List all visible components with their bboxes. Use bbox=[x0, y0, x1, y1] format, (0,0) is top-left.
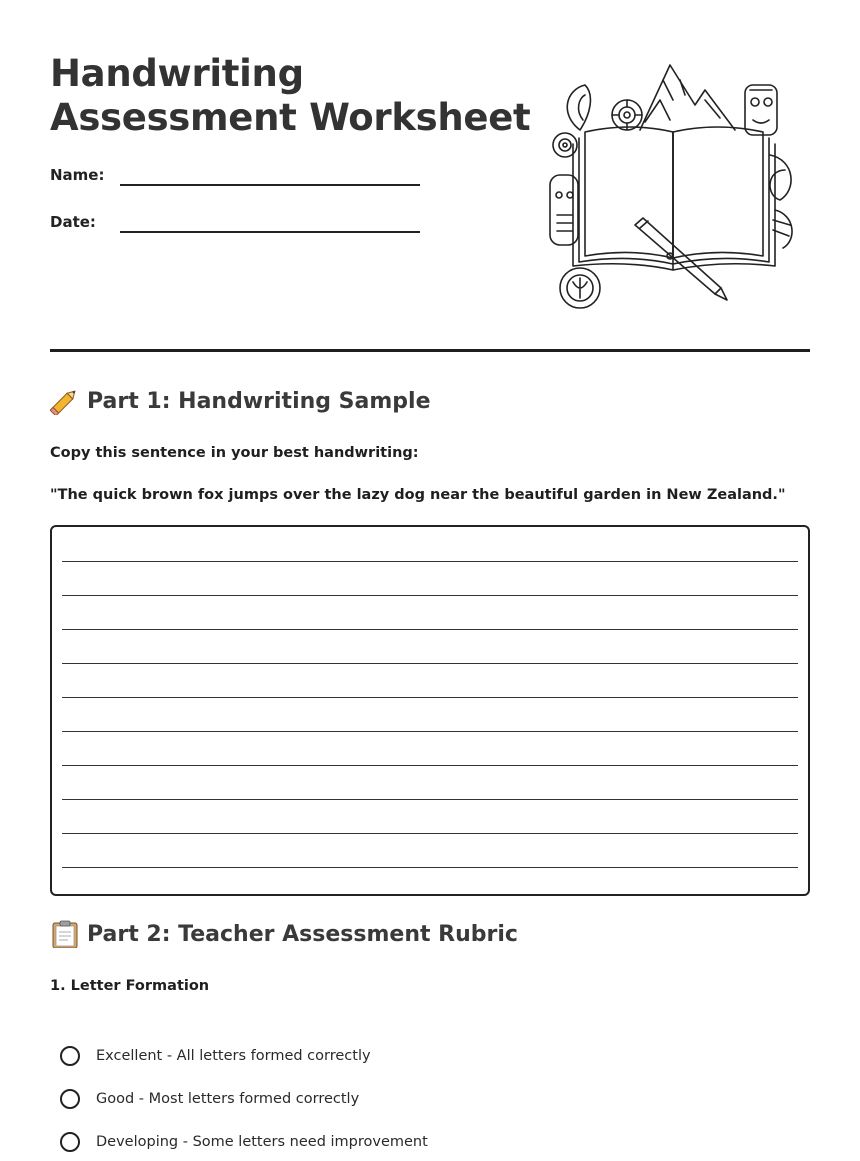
open-book-icon bbox=[573, 127, 775, 270]
writing-line[interactable] bbox=[62, 629, 798, 630]
part1-heading-text: Part 1: Handwriting Sample bbox=[87, 388, 431, 414]
rosette-icon bbox=[612, 100, 642, 130]
writing-line[interactable] bbox=[62, 561, 798, 562]
radio-button[interactable] bbox=[60, 1132, 80, 1152]
title-line-2: Assessment Worksheet bbox=[50, 96, 531, 139]
date-input-line[interactable] bbox=[120, 231, 420, 233]
criterion-letter-formation: 1. Letter Formation bbox=[50, 978, 210, 994]
handwriting-writing-area[interactable] bbox=[50, 525, 810, 896]
rubric-option-label: Excellent - All letters formed correctly bbox=[96, 1048, 371, 1064]
writing-line[interactable] bbox=[62, 697, 798, 698]
fern-icon bbox=[770, 155, 792, 248]
writing-line[interactable] bbox=[62, 765, 798, 766]
medallion-icon bbox=[560, 268, 600, 308]
date-label: Date: bbox=[50, 213, 96, 231]
writing-line[interactable] bbox=[62, 867, 798, 868]
worksheet-title bbox=[50, 52, 530, 140]
name-label: Name: bbox=[50, 166, 105, 184]
tiki-mask-icon bbox=[745, 85, 777, 135]
part1-instruction: Copy this sentence in your best handwriting: bbox=[50, 445, 419, 461]
part2-heading-text: Part 2: Teacher Assessment Rubric bbox=[87, 921, 518, 947]
writing-line[interactable] bbox=[62, 799, 798, 800]
radio-button[interactable] bbox=[60, 1046, 80, 1066]
rubric-option-developing[interactable] bbox=[60, 1129, 428, 1155]
writing-line[interactable] bbox=[62, 731, 798, 732]
sample-sentence: "The quick brown fox jumps over the lazy dog near the beautiful garden in New Zealand." bbox=[50, 487, 786, 503]
title-line-1: Handwriting bbox=[50, 52, 304, 95]
header-divider bbox=[50, 349, 810, 352]
date-field[interactable] bbox=[50, 213, 430, 243]
clipboard-icon bbox=[50, 920, 80, 948]
name-field[interactable] bbox=[50, 166, 430, 196]
rubric-option-excellent[interactable] bbox=[60, 1043, 371, 1069]
writing-line[interactable] bbox=[62, 833, 798, 834]
writing-line[interactable] bbox=[62, 663, 798, 664]
radio-button[interactable] bbox=[60, 1089, 80, 1109]
part1-heading bbox=[50, 387, 431, 415]
rubric-option-label: Developing - Some letters need improvement bbox=[96, 1134, 428, 1150]
rubric-option-label: Good - Most letters formed correctly bbox=[96, 1091, 360, 1107]
pencil-icon bbox=[50, 387, 80, 415]
writing-line[interactable] bbox=[62, 595, 798, 596]
rubric-option-good[interactable] bbox=[60, 1086, 359, 1112]
mountains-icon bbox=[640, 65, 735, 130]
book-illustration bbox=[545, 60, 805, 315]
name-input-line[interactable] bbox=[120, 184, 420, 186]
part2-heading bbox=[50, 920, 518, 948]
